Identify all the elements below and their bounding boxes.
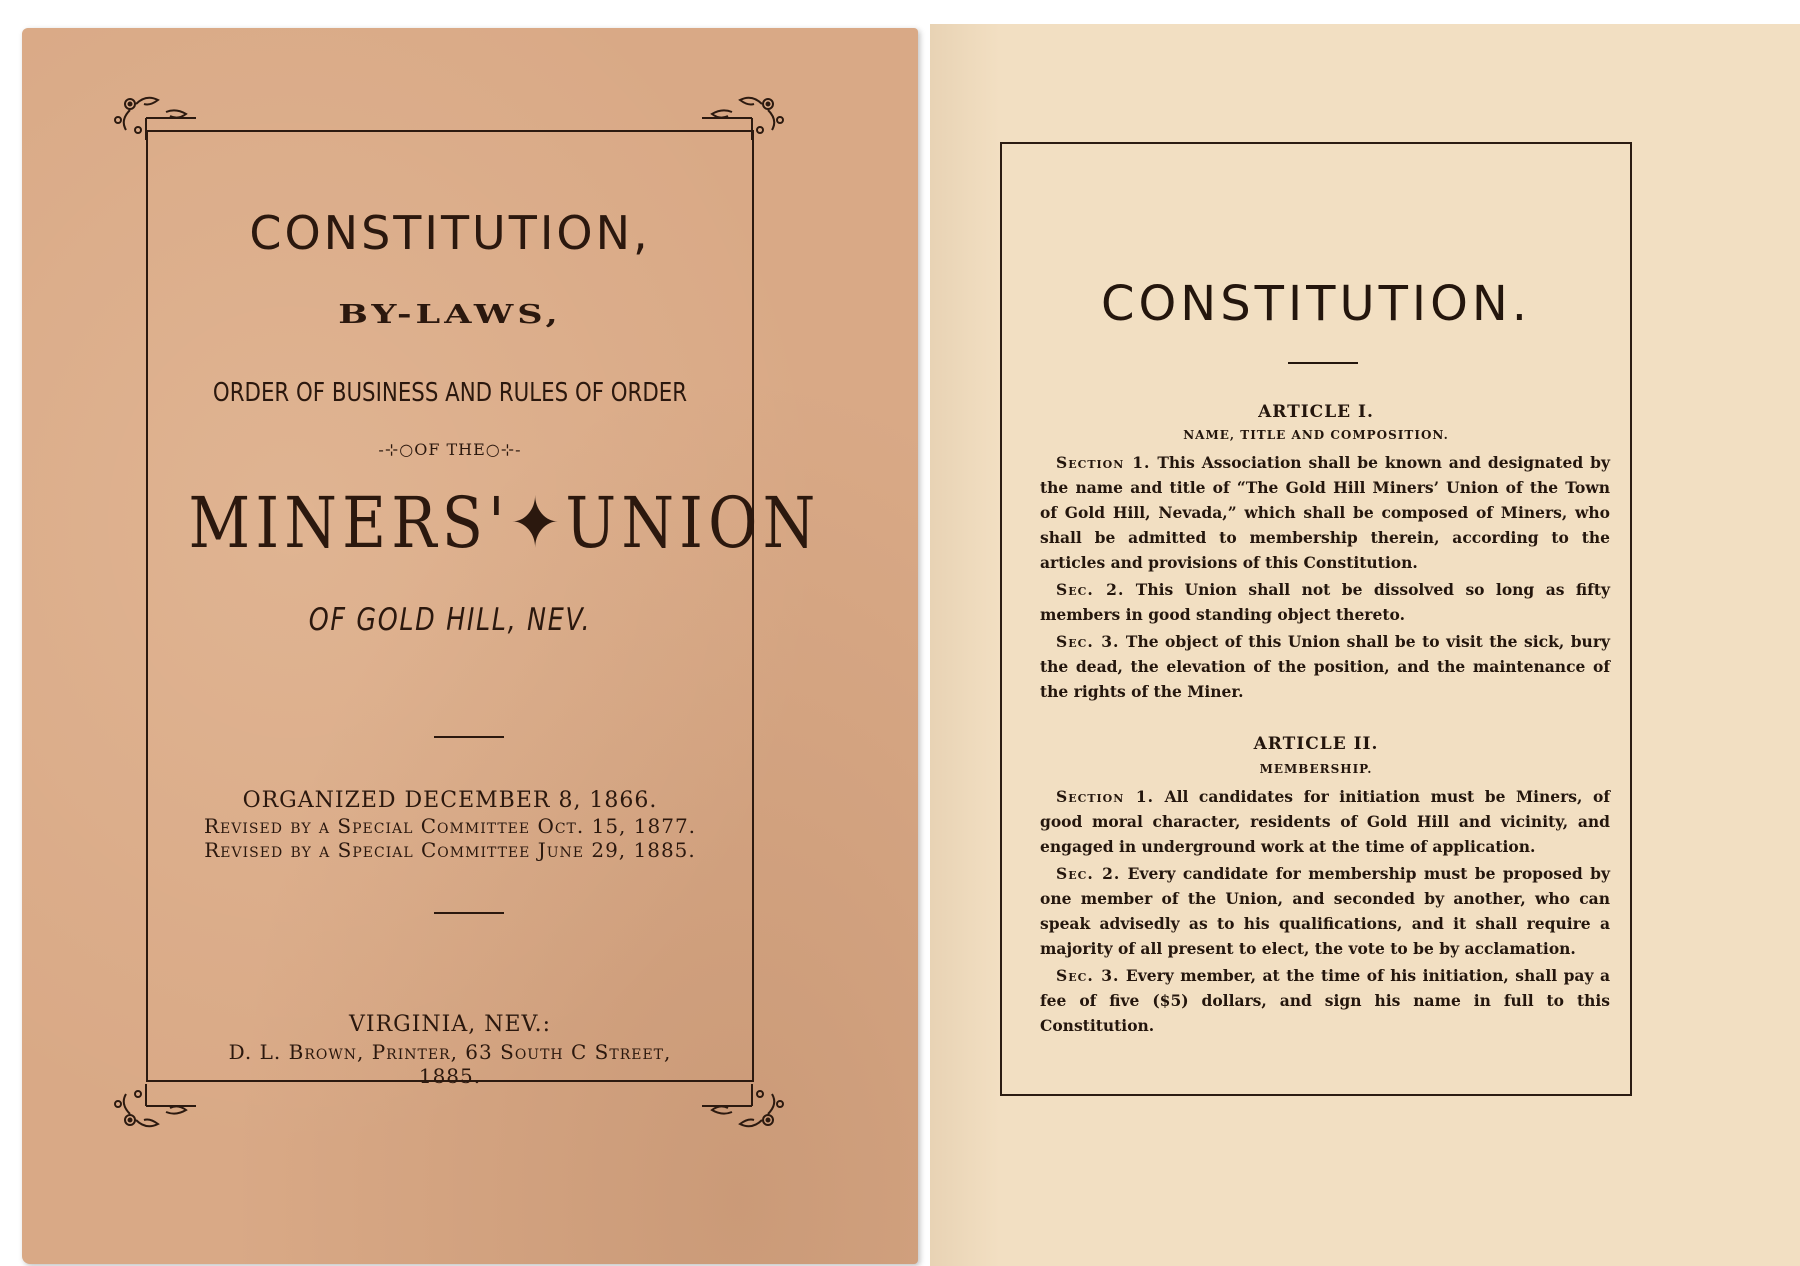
article-2-section-2 — [1040, 861, 1610, 961]
corner-ornament-icon — [696, 90, 792, 142]
section-label: Section 1. — [1056, 787, 1155, 806]
article-1-section-3 — [1040, 629, 1610, 704]
section-label: Sec. 3. — [1056, 966, 1120, 985]
section-text: This Association shall be known and designated by the name and title of “The Gold Hill Miners’ Union of the Town of Gold Hill, Nevada,” which shall be composed of Miners, who shall be admitted to membership therein, according to the articles and provisions of this Constitution. — [1040, 453, 1610, 572]
section-text: All candidates for initiation must be Miners, of good moral character, residents of Gold Hill and vicinity, and engaged in underground work at the time of application. — [1040, 787, 1610, 856]
article-1-section-1 — [1040, 450, 1610, 575]
cover-bylaws: BY-LAWS, — [338, 300, 562, 330]
article-1-sections — [1040, 450, 1610, 706]
corner-ornament-icon — [106, 90, 202, 142]
cover-location: OF GOLD HILL, NEV. — [308, 602, 592, 638]
article-1-section-2 — [1040, 577, 1610, 627]
section-text: This Union shall not be dissolved so long as fifty members in good standing object thereto. — [1040, 580, 1610, 624]
page-title: CONSTITUTION. — [1100, 276, 1532, 332]
article-1-heading: ARTICLE I. — [1258, 402, 1374, 422]
section-label: Sec. 2. — [1056, 864, 1121, 883]
cover-revision-2: Revised by a Special Committee June 29, 1885. — [204, 838, 696, 862]
cover-miners-union: MINERS'✦UNION — [188, 482, 821, 564]
cover-city: VIRGINIA, NEV.: — [349, 1012, 551, 1037]
cover-revision-1: Revised by a Special Committee Oct. 15, 1877. — [203, 814, 697, 838]
cover-divider — [434, 912, 504, 914]
article-2-section-3 — [1040, 963, 1610, 1038]
cover-organized-date: ORGANIZED DECEMBER 8, 1866. — [242, 788, 658, 813]
cover-divider — [434, 736, 504, 738]
cover-of-the: -⊹○OF THE○⊹- — [378, 440, 522, 459]
section-label: Sec. 2. — [1056, 580, 1125, 599]
cover-printer: D. L. Brown, Printer, 63 South C Street, — [228, 1040, 672, 1064]
article-2-heading: ARTICLE II. — [1253, 734, 1379, 754]
article-1-subheading: NAME, TITLE AND COMPOSITION. — [1183, 428, 1449, 442]
section-label: Section 1. — [1056, 453, 1151, 472]
article-2-sections — [1040, 784, 1610, 1040]
article-2-subheading: MEMBERSHIP. — [1259, 762, 1373, 776]
section-text: Every member, at the time of his initiation, shall pay a fee of five ($5) dollars, and sign his name in full to this Constitution. — [1040, 966, 1610, 1035]
section-text: The object of this Union shall be to visit the sick, bury the dead, the elevation of the position, and the maintenance of the rights of the Miner. — [1040, 632, 1610, 701]
cover-year: 1885. — [418, 1064, 482, 1088]
corner-ornament-icon — [106, 1082, 202, 1134]
section-label: Sec. 3. — [1056, 632, 1120, 651]
cover-order-of-business: ORDER OF BUSINESS AND RULES OF ORDER — [212, 378, 688, 408]
section-text: Every candidate for membership must be proposed by one member of the Union, and seconded by another, who can speak advisedly as to his qualifications, and it shall require a majority of all present to elect, the vote to be by acclamation. — [1040, 864, 1610, 958]
page-divider — [1288, 362, 1358, 364]
cover-title: CONSTITUTION, — [249, 206, 651, 260]
article-2-section-1 — [1040, 784, 1610, 859]
corner-ornament-icon — [696, 1082, 792, 1134]
